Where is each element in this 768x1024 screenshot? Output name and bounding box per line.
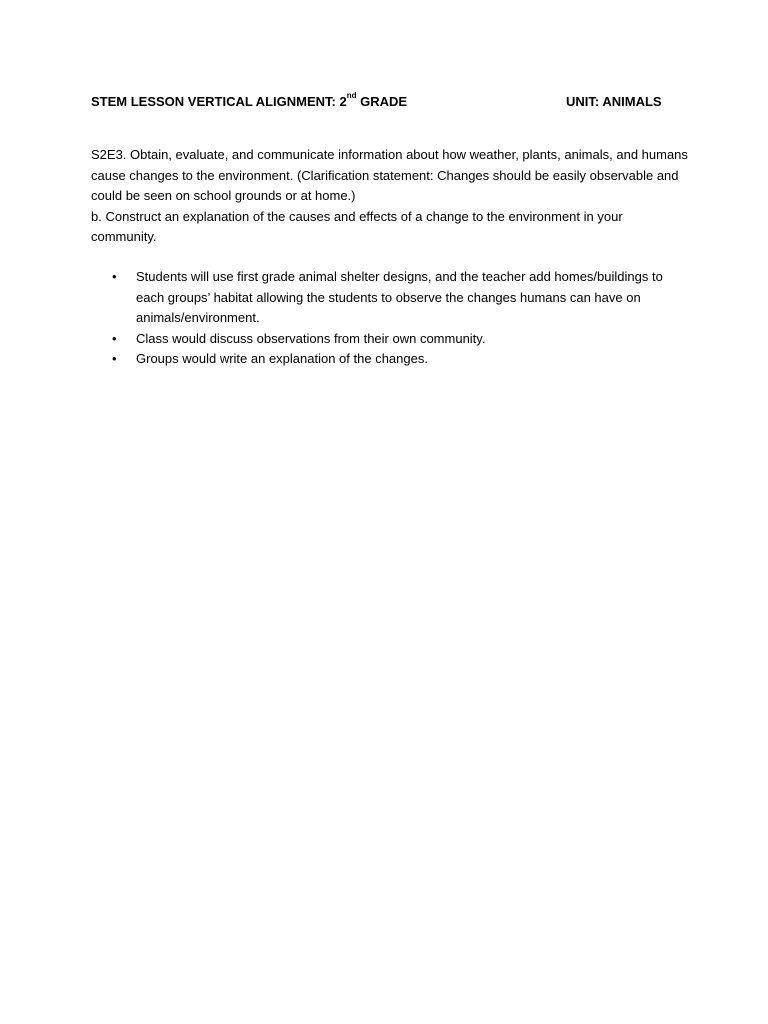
document-header [91, 91, 681, 114]
list-item [91, 349, 691, 370]
list-item-text: Groups would write an explanation of the changes. [136, 351, 428, 366]
bullet-icon: • [112, 269, 117, 284]
standard-section [91, 145, 691, 248]
standard-element-paragraph: b. Construct an explanation of the causes and effects of a change to the environment in your community. [91, 208, 623, 244]
bullet-icon: • [112, 351, 117, 366]
bullet-icon: • [112, 330, 117, 346]
standard-paragraph: S2E3. Obtain, evaluate, and communicate information about how weather, plants, animals, and humans cause changes to the environment. (Clarification statement: Changes should be easily observable and could be seen on school grounds or at home.) [91, 147, 688, 203]
list-item-text: Class would discuss observations from their own community. [136, 330, 486, 346]
page-title-suffix: GRADE [356, 94, 408, 109]
activity-bullet-list [91, 267, 691, 370]
unit-label: UNIT: ANIMALS [566, 94, 662, 109]
page-title [91, 91, 408, 109]
list-item-text: Students will use first grade animal shelter designs, and the teacher add homes/buildings to each groups’ habitat allowing the students to observe the changes humans can have on animals/environment. [136, 269, 663, 325]
page-title-superscript: nd [346, 91, 357, 100]
list-item [91, 329, 691, 350]
list-item [91, 267, 691, 329]
page-title-prefix: STEM LESSON VERTICAL ALIGNMENT: 2 [91, 94, 347, 109]
